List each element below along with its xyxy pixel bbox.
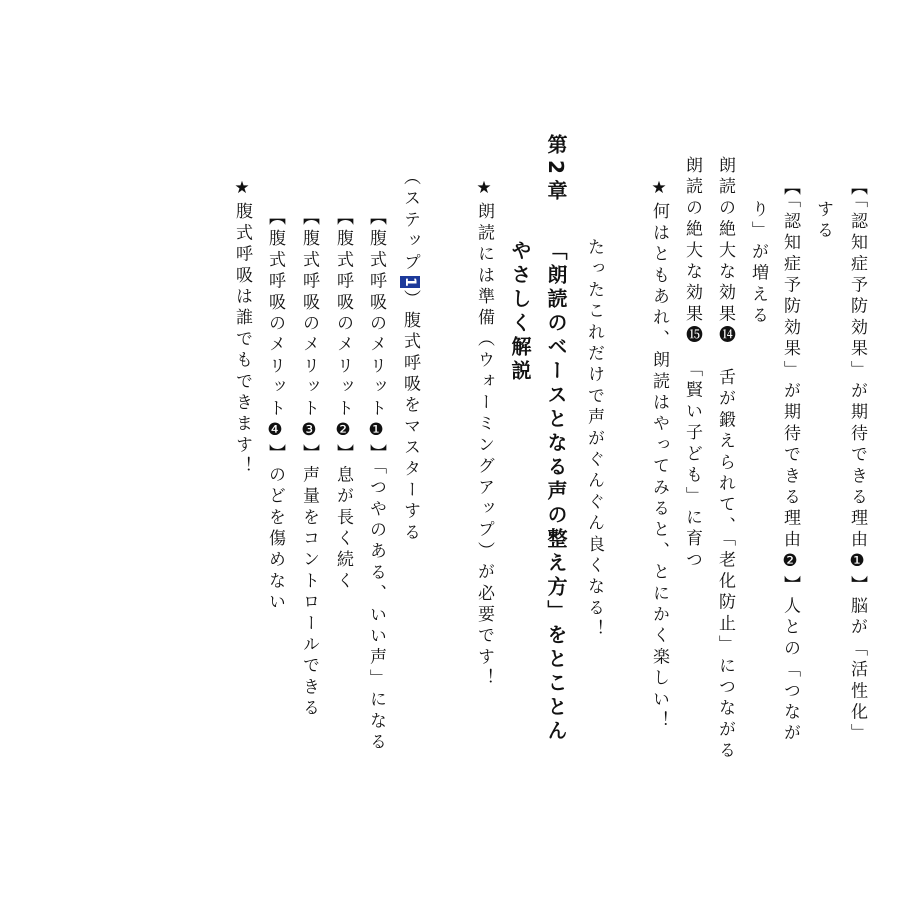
toc-line-star-warmup: ★朗読には準備（ウォーミングアップ）が必要です！	[474, 178, 494, 690]
toc-line-merit-1: 【腹式呼吸のメリット❶】「つやのある、いい声」になる	[366, 208, 386, 754]
toc-line-cognitive-1a: 【「認知症予防効果」が期待できる理由❶】脳が「活性化」	[847, 178, 867, 745]
step-number-badge: 1	[402, 277, 418, 287]
step-prefix: （ステップ	[400, 168, 420, 274]
toc-line-effect-15: 朗読の絶大な効果⓯ 「賢い子ども」に育つ	[682, 156, 702, 572]
toc-line-star-anyone: ★腹式呼吸は誰でもできます！	[232, 178, 252, 478]
chapter-catchphrase: たったこれだけで声がぐんぐん良くなる！	[584, 238, 604, 641]
step-text: ）腹式呼吸をマスターする	[400, 289, 420, 545]
chapter-title-line-1: 「朗読のベースとなる声の整え方」をとことん	[544, 240, 568, 744]
toc-line-step-1	[400, 168, 420, 544]
chapter-title-line-2: やさしく解説	[508, 240, 532, 384]
toc-line-effect-14: 朗読の絶大な効果⓮ 舌が鍛えられて、「老化防止」につながる	[715, 156, 735, 763]
toc-line-cognitive-1b: する	[813, 200, 833, 243]
toc-line-merit-2: 【腹式呼吸のメリット❷】息が長く続く	[333, 208, 353, 593]
toc-line-cognitive-2a: 【「認知症予防効果」が期待できる理由❷】人との「つなが	[780, 178, 800, 745]
toc-line-cognitive-2b: り」が増える	[748, 200, 768, 328]
toc-line-merit-4: 【腹式呼吸のメリット❹】のどを傷めない	[265, 208, 285, 614]
chapter-label: 第2章	[544, 134, 568, 206]
toc-line-merit-3: 【腹式呼吸のメリット❸】声量をコントロールできる	[299, 208, 319, 720]
toc-line-star-enjoy: ★何はともあれ、朗読はやってみると、とにかく楽しい！	[649, 178, 669, 733]
